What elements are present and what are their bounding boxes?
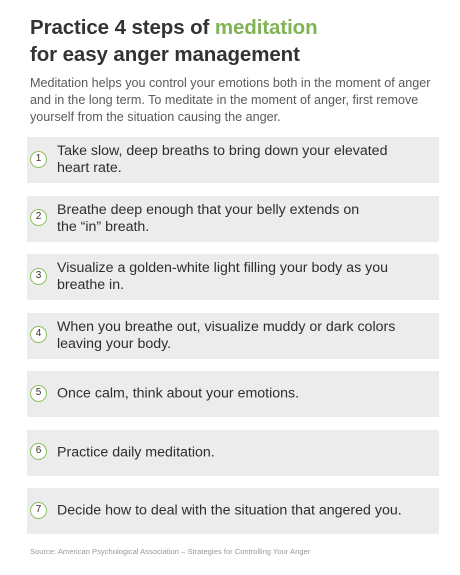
page-title <box>30 14 440 68</box>
step-text: Practice daily meditation. <box>57 444 215 460</box>
step-item-4 <box>27 313 439 359</box>
step-number-badge: 1 <box>30 151 47 168</box>
step-item-1 <box>27 137 439 183</box>
step-number-badge: 5 <box>30 385 47 402</box>
step-text: Decide how to deal with the situation that angered you. <box>57 502 402 519</box>
steps-list <box>27 137 439 547</box>
title-line2: for easy anger management <box>30 43 300 66</box>
step-number-badge: 2 <box>30 209 47 226</box>
step-item-2 <box>27 196 439 242</box>
step-text: Visualize a golden-white light filling your body as you breathe in. <box>57 260 388 293</box>
step-text: Once calm, think about your emotions. <box>57 385 300 402</box>
step-item-5 <box>27 371 439 417</box>
title-prefix: Practice 4 steps of <box>30 16 215 39</box>
source-citation: Source: American Psychological Association – Strategies for Controlling Your Anger <box>30 547 311 556</box>
step-number-badge: 3 <box>30 268 47 285</box>
step-text: Take slow, deep breaths to bring down your elevated heart rate. <box>57 143 388 176</box>
step-item-3 <box>27 254 439 300</box>
intro-paragraph: Meditation helps you control your emotions both in the moment of anger and in the long term. To meditate in the moment of anger, first remove yourself from the situation causing the anger. <box>30 76 431 124</box>
step-number-badge: 7 <box>30 502 47 519</box>
title-accent: meditation <box>214 16 318 39</box>
step-text: When you breathe out, visualize muddy or dark colors leaving your body. <box>57 318 396 352</box>
step-number-badge: 4 <box>30 326 47 343</box>
step-item-7 <box>27 488 439 534</box>
step-item-6 <box>27 430 439 476</box>
step-text: Breathe deep enough that your belly extends on the “in” breath. <box>57 201 360 235</box>
step-number-badge: 6 <box>30 443 47 460</box>
